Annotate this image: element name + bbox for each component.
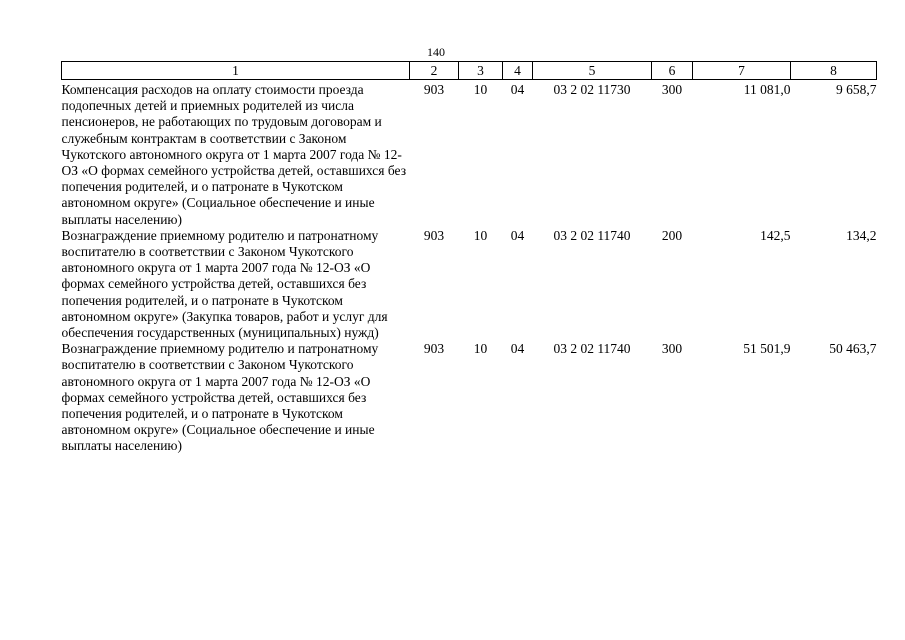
row-section-code: 10 — [473, 227, 488, 243]
row-subsection-code: 04 — [510, 82, 525, 97]
header-row — [62, 62, 877, 80]
row-amount-col8: 134,2 — [846, 227, 877, 243]
row-amount-col8: 50 463,7 — [829, 341, 877, 357]
table-body — [62, 80, 877, 455]
row-description: Компенсация расходов на оплату стоимости проезда подопечных детей и приемных родителей из числа пенсионеров, не работающих по трудовым договорам и служебным контрактам в соответствии с Законом Чукотского автономного округа от 1 марта 2007 года № 12-ОЗ «О формах семейного устройства детей, оставшихся без попечения родителей, и о патронате в Чукотском автономном округе» (Социальное обеспечение и иные выплаты населению) — [61, 82, 407, 227]
row-ministry-code: 903 — [423, 82, 445, 97]
row-section-code: 10 — [473, 341, 488, 357]
row-subsection-code: 04 — [510, 341, 525, 357]
row-description: Вознаграждение приемному родителю и патронатному воспитателю в соответствии с Законом Чукотского автономного округа от 1 марта 2007 года № 12-ОЗ «О формах семейного устройства детей, оставшихся без попечения родителей, и о патронате в Чукотском автономном округе» (Закупка товаров, работ и услуг для обеспечения государственных (муниципальных) нужд) — [61, 227, 388, 341]
table-row — [62, 341, 877, 454]
budget-table — [61, 61, 877, 455]
row-description: Вознаграждение приемному родителю и патронатному воспитателю в соответствии с Законом Чукотского автономного округа от 1 марта 2007 года № 12-ОЗ «О формах семейного устройства детей, оставшихся без попечения родителей, и о патронате в Чукотском автономном округе» (Социальное обеспечение и иные выплаты населению) — [61, 341, 379, 454]
row-amount-col8: 9 658,7 — [836, 82, 877, 97]
row-section-code: 10 — [473, 82, 488, 97]
page-number: 140 — [427, 45, 445, 59]
header-col-4: 4 — [503, 62, 533, 80]
row-ministry-code: 903 — [423, 227, 445, 243]
row-expense-type: 300 — [661, 82, 683, 97]
header-col-7: 7 — [693, 62, 791, 80]
table-header — [62, 62, 877, 80]
row-amount-col7: 51 501,9 — [743, 341, 791, 357]
header-col-8: 8 — [791, 62, 877, 80]
row-target-article: 03 2 02 11730 — [553, 82, 631, 97]
header-col-2: 2 — [410, 62, 459, 80]
row-expense-type: 200 — [661, 227, 683, 243]
header-col-1: 1 — [62, 62, 410, 80]
row-subsection-code: 04 — [510, 227, 525, 243]
row-ministry-code: 903 — [423, 341, 445, 357]
row-target-article: 03 2 02 11740 — [553, 341, 631, 357]
header-col-6: 6 — [652, 62, 693, 80]
row-expense-type: 300 — [661, 341, 683, 357]
header-col-5: 5 — [533, 62, 652, 80]
row-amount-col7: 11 081,0 — [743, 82, 791, 97]
header-col-3: 3 — [459, 62, 503, 80]
table-row — [62, 80, 877, 228]
row-amount-col7: 142,5 — [760, 227, 791, 243]
row-target-article: 03 2 02 11740 — [553, 227, 631, 243]
table-row — [62, 228, 877, 341]
